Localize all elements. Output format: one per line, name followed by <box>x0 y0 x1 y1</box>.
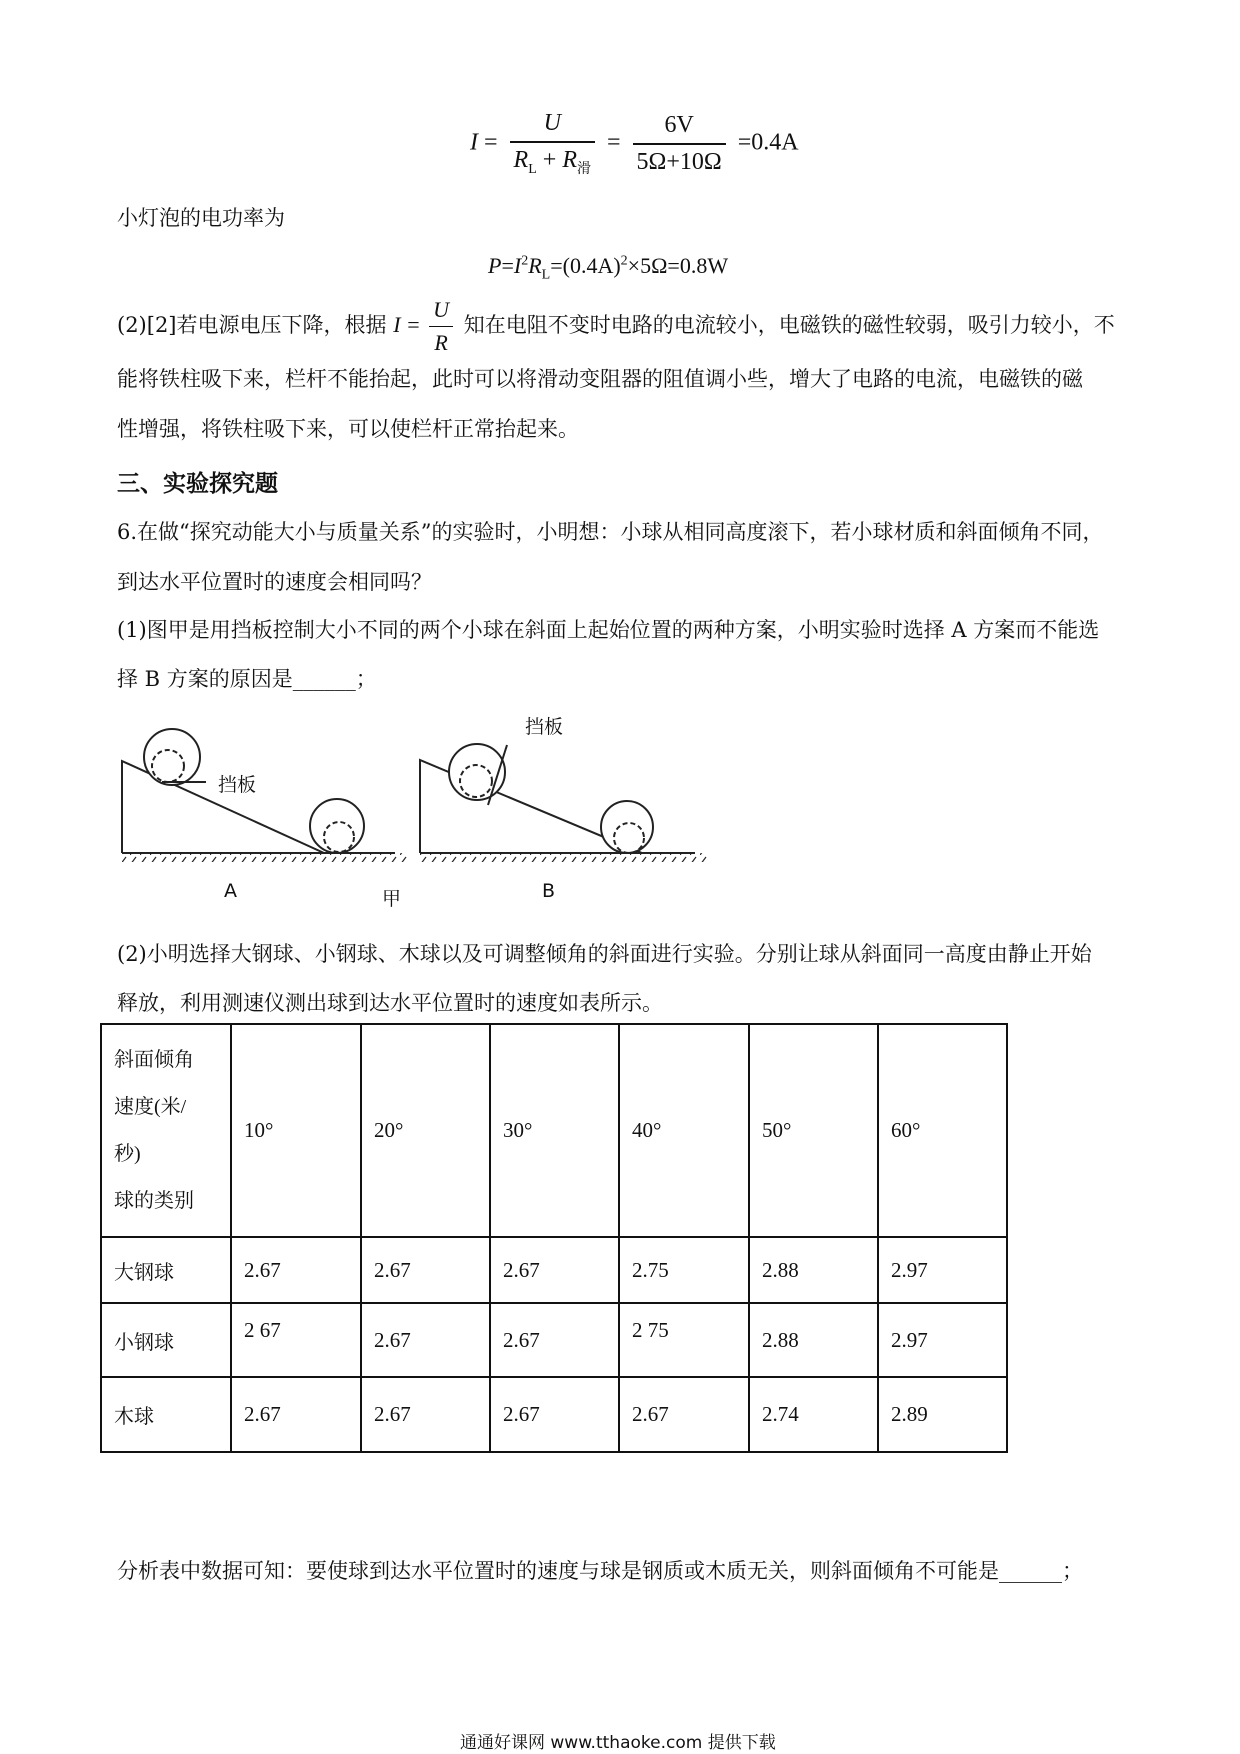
subscript-slider: 滑 <box>577 161 591 177</box>
table-cell: 2.88 <box>749 1303 878 1377</box>
header-angle: 50° <box>749 1024 878 1237</box>
header-angle: 10° <box>231 1024 361 1237</box>
table-header-row <box>101 1024 1007 1237</box>
baffle-label: 挡板 <box>525 716 564 738</box>
q6-part1-line1: (1)图甲是用挡板控制大小不同的两个小球在斜面上起始位置的两种方案，小明实验时选择 A 方案而不能选 <box>117 618 1100 642</box>
q6-line1: 6.在做“探究动能大小与质量关系”的实验时，小明想：小球从相同高度滚下，若小球材质和斜面倾角不同， <box>117 520 1104 544</box>
figure-caption: 甲 <box>382 888 402 910</box>
para2-line3: 性增强，将铁柱吸下来，可以使栏杆正常抬起来。 <box>117 417 579 441</box>
para2-prefix: (2)[2]若电源电压下降，根据 <box>117 313 387 337</box>
table-cell: 2.67 <box>361 1237 490 1303</box>
header-label-line: 球的类别 <box>114 1189 194 1212</box>
large-ball <box>310 799 364 853</box>
formula-equals: = <box>484 129 498 156</box>
scheme-b-label: B <box>542 880 556 902</box>
fraction-denominator <box>510 143 595 178</box>
page-footer: 通通好课网 www.tthaoke.com 提供下载 <box>460 1733 776 1753</box>
para2-line2: 能将铁柱吸下来，栏杆不能抬起，此时可以将滑动变阻器的阻值调小些，增大了电路的电流，电磁铁的磁 <box>117 367 1083 391</box>
table-cell: 2.89 <box>878 1377 1007 1452</box>
q6-part2-line1: (2)小明选择大钢球、小钢球、木球以及可调整倾角的斜面进行实验。分别让球从斜面同一高度由静止开始 <box>117 942 1092 966</box>
superscript-2: 2 <box>620 253 628 269</box>
scheme-a <box>122 729 407 902</box>
header-angle: 40° <box>619 1024 749 1237</box>
header-label-line: 速度(米/ <box>114 1095 187 1118</box>
header-angle: 20° <box>361 1024 490 1237</box>
table-cell: 2.67 <box>490 1303 619 1377</box>
row-label: 木球 <box>101 1377 231 1452</box>
para2-line1 <box>117 296 1115 354</box>
formula-fraction-numeric <box>633 112 726 176</box>
symbol-r: R <box>562 147 577 173</box>
fraction-numerator: U <box>510 110 595 143</box>
symbol-p: P <box>488 253 502 278</box>
large-ball <box>449 744 505 800</box>
formula-equals: = <box>607 129 621 156</box>
formula-equals: = <box>501 253 514 278</box>
table-cell: 2.67 <box>231 1377 361 1452</box>
header-label-cell <box>101 1024 231 1237</box>
formula-symbol-i: I <box>470 129 478 156</box>
large-ball <box>144 729 200 785</box>
table-cell: 2 75 <box>619 1303 749 1377</box>
table-cell: 2 67 <box>231 1303 361 1377</box>
symbol-i: I <box>393 312 401 337</box>
header-label-line: 斜面倾角 <box>114 1048 194 1071</box>
section-heading: 三、实验探究题 <box>117 471 278 497</box>
baffle-label: 挡板 <box>218 774 257 796</box>
row-label: 大钢球 <box>101 1237 231 1303</box>
table-row <box>101 1303 1007 1377</box>
symbol-r: R <box>513 147 529 173</box>
formula-fraction-symbolic <box>510 110 595 178</box>
table-cell: 2.67 <box>619 1377 749 1452</box>
table-cell: 2.74 <box>749 1377 878 1452</box>
analysis-question: 分析表中数据可知：要使球到达水平位置时的速度与球是钢质或木质无关，则斜面倾角不可能是______； <box>117 1559 1083 1583</box>
table-row <box>101 1237 1007 1303</box>
q6-part2-line2: 释放，利用测速仪测出球到达水平位置时的速度如表所示。 <box>117 991 663 1015</box>
formula-equals: = <box>407 312 426 337</box>
table-cell: 2.75 <box>619 1237 749 1303</box>
table-cell: 2.97 <box>878 1237 1007 1303</box>
incline-figure <box>110 705 710 910</box>
formula-result: =0.4A <box>737 129 799 156</box>
power-formula <box>488 253 728 283</box>
para2-suffix: 知在电阻不变时电路的电流较小，电磁铁的磁性较弱，吸引力较小，不 <box>463 313 1115 337</box>
symbol-r: R <box>528 253 542 278</box>
table-cell: 2.67 <box>361 1377 490 1452</box>
row-label: 小钢球 <box>101 1303 231 1377</box>
table-cell: 2.67 <box>490 1377 619 1452</box>
table-row <box>101 1377 1007 1452</box>
current-formula <box>470 110 799 178</box>
table-cell: 2.88 <box>749 1237 878 1303</box>
table-cell: 2.67 <box>490 1237 619 1303</box>
table-cell: 2.67 <box>361 1303 490 1377</box>
table-cell: 2.97 <box>878 1303 1007 1377</box>
header-angle: 30° <box>490 1024 619 1237</box>
formula-value: =(0.4A) <box>550 253 621 278</box>
subscript-l: L <box>541 267 551 283</box>
table-cell: 2.67 <box>231 1237 361 1303</box>
fraction-numerator: U <box>429 298 453 327</box>
scheme-b <box>420 716 710 902</box>
fraction-numerator: 6V <box>633 112 726 145</box>
header-label-line: 秒) <box>114 1142 141 1165</box>
subscript-l: L <box>528 161 537 177</box>
symbol-i: I <box>513 253 522 278</box>
plus-sign: + <box>536 147 563 173</box>
fraction-denominator: 5Ω+10Ω <box>636 148 722 175</box>
formula-result: ×5Ω=0.8W <box>627 253 729 278</box>
large-ball <box>601 801 653 853</box>
header-angle: 60° <box>878 1024 1007 1237</box>
scheme-a-label: A <box>224 880 237 902</box>
q6-line2: 到达水平位置时的速度会相同吗？ <box>117 570 432 594</box>
ground-hatch <box>122 853 407 862</box>
inline-fraction <box>429 298 453 355</box>
fraction-denominator: R <box>434 330 448 355</box>
superscript-2: 2 <box>521 253 529 269</box>
power-intro: 小灯泡的电功率为 <box>117 206 285 230</box>
speed-table <box>100 1023 1008 1453</box>
q6-part1-line2: 择 B 方案的原因是______； <box>117 667 377 691</box>
ground-hatch <box>420 853 710 862</box>
